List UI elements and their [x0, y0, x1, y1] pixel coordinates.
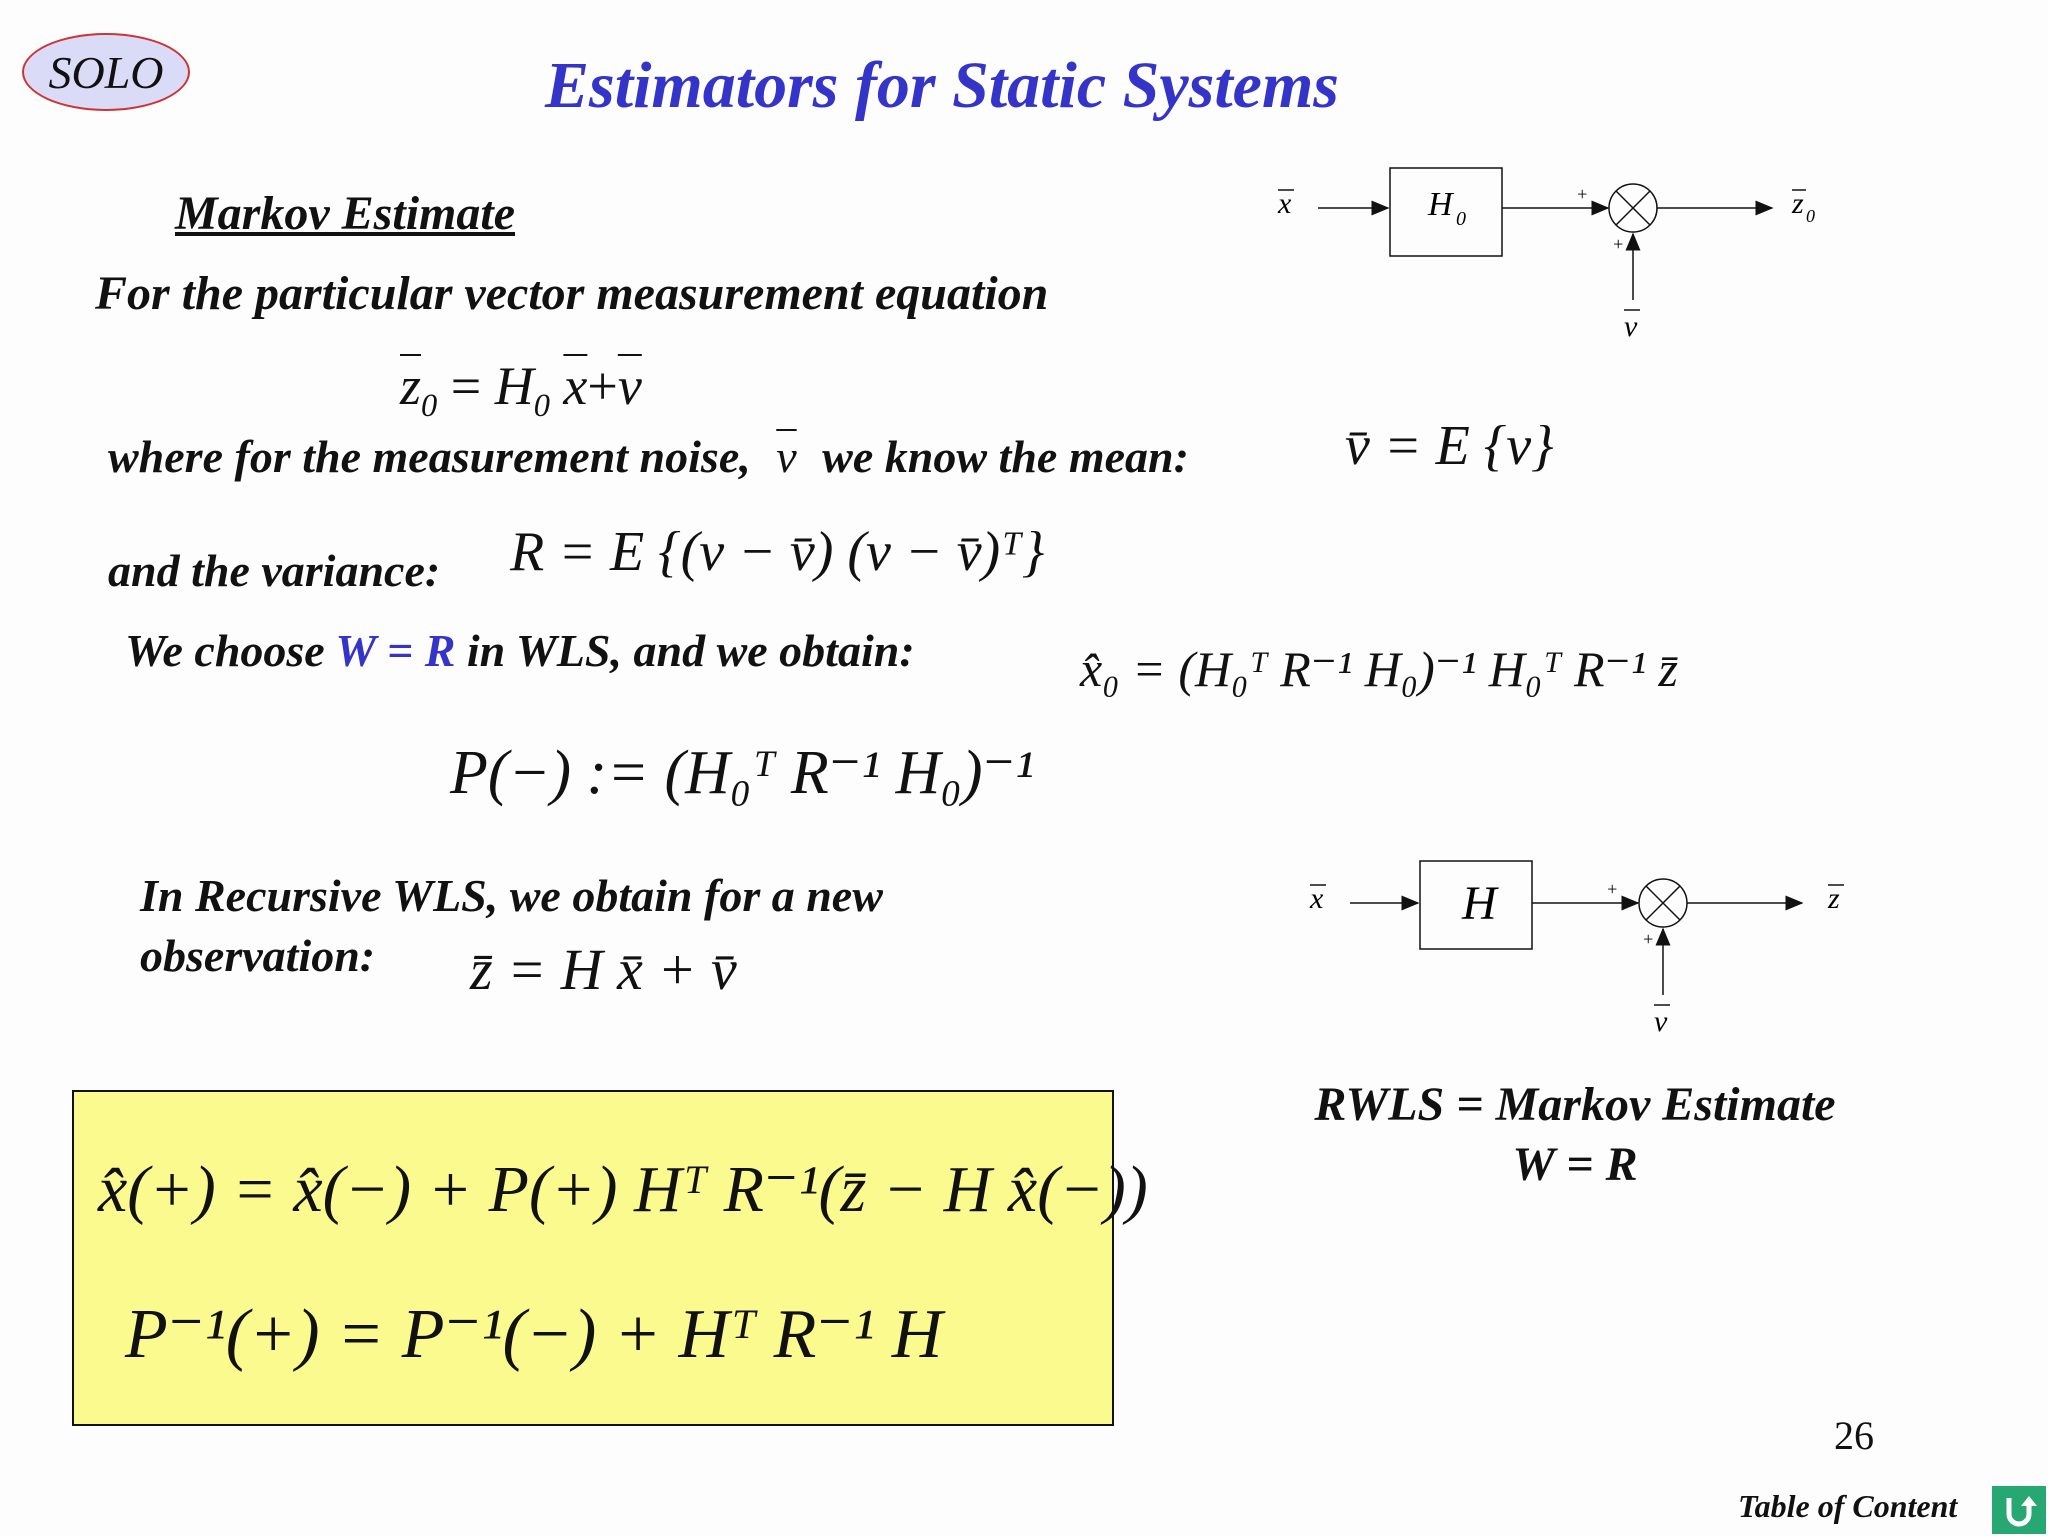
colon: : [359, 930, 376, 981]
eq-plus: + [587, 356, 618, 416]
block-diagram-top [1260, 150, 1840, 350]
result-box [72, 1090, 1114, 1426]
diag-top-plus2: + [1612, 234, 1625, 254]
choose-text-a: We choose [125, 625, 325, 676]
table-of-content-link[interactable]: Table of Content [1738, 1488, 1958, 1524]
diag-bot-block-label: H [1462, 877, 1497, 930]
slide-title: Estimators for Static Systems [545, 49, 1339, 122]
variance-line [108, 544, 440, 597]
variance-equation: R = E {(v − v̄) (v − v̄)ᵀ} [510, 521, 1045, 583]
noise-line [108, 430, 1189, 483]
eq-H: H [494, 356, 534, 416]
eq-x: $\overline{x}$ [563, 356, 588, 416]
diag-bot-output: z [1828, 882, 1840, 915]
box-equation-2: P⁻¹(+) = P⁻¹(−) + Hᵀ R⁻¹ H [125, 1296, 943, 1373]
diag-top-noise: v [1624, 310, 1638, 343]
diag-top-plus1: + [1576, 184, 1589, 204]
diag-top-block-label: H [1428, 186, 1453, 223]
logo-text: SOLO [48, 46, 164, 98]
diag-bot-plus2: + [1642, 929, 1655, 949]
intro-text: For the particular vector measurement equation [95, 267, 1049, 320]
eq-H-sub: 0 [533, 387, 550, 424]
choose-highlight: W = R [335, 625, 456, 676]
recursive-line-2: observation [140, 930, 360, 981]
choose-text-b: in WLS, and we obtain [466, 625, 900, 676]
colon: : [899, 625, 915, 676]
diag-top-block-sub: 0 [1456, 208, 1466, 230]
measurement-equation [400, 355, 642, 425]
noise-text-b: we know the mean [822, 431, 1174, 482]
return-icon[interactable] [1992, 1486, 2046, 1534]
section-heading: Markov Estimate [175, 187, 516, 240]
variance-text: and the variance [108, 545, 425, 596]
eq-z-sub: 0 [421, 387, 438, 424]
diag-top-output-sub: 0 [1806, 206, 1815, 226]
block-diagram-bottom [1290, 845, 1870, 1045]
diag-top-input: x [1278, 187, 1292, 220]
noise-text-a: where for the measurement noise, [108, 431, 751, 482]
P-minus-equation: P(−) := (H₀ᵀ R⁻¹ H₀)⁻¹ [450, 739, 1034, 807]
eq-v: $\overline{v}$ [617, 356, 642, 416]
colon: : [1173, 431, 1189, 482]
box-equation-1: x̂(+) = x̂(−) + P(+) Hᵀ R⁻¹(z̄ − H x̂(−)) [98, 1153, 1148, 1226]
conclusion-line-1: RWLS = Markov Estimate [1314, 1078, 1836, 1131]
conclusion-line-2: W = R [1512, 1138, 1638, 1191]
diag-bot-input: x [1310, 882, 1324, 915]
xhat0-equation: x̂₀ = (H₀ᵀ R⁻¹ H₀)⁻¹ H₀ᵀ R⁻¹ z̄ [1080, 641, 1678, 697]
conclusion [1250, 1075, 1900, 1195]
diag-bot-plus1: + [1606, 879, 1619, 899]
choose-line [125, 624, 915, 677]
mean-equation: v̄ = E {v} [1345, 415, 1554, 477]
page-number: 26 [1834, 1413, 1874, 1458]
eq-z: $\overline{z}$ [400, 356, 422, 416]
diag-bot-noise: v [1654, 1005, 1668, 1038]
new-observation-equation: z̄ = H x̄ + v̄ [470, 937, 737, 1002]
colon: : [424, 545, 441, 596]
eq-equals: = [450, 356, 482, 416]
diag-top-output: z [1792, 187, 1804, 220]
recursive-line-1: In Recursive WLS, we obtain for a new [140, 870, 883, 921]
noise-symbol: $\overline{v}$ [776, 431, 797, 482]
